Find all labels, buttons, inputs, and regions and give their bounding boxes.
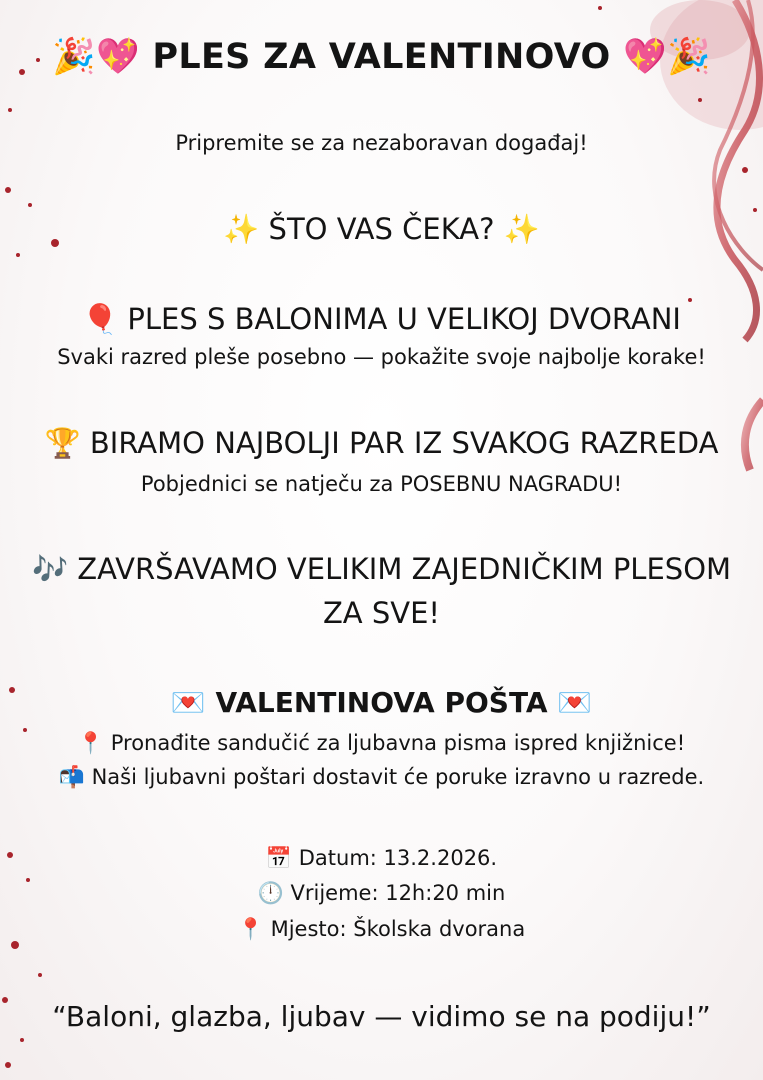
detail-place bbox=[0, 917, 763, 942]
title-text: PLES ZA VALENTINOVO bbox=[152, 37, 611, 77]
subtitle: Pripremite se za nezaboravan događaj! bbox=[175, 131, 588, 155]
detail-date-text: Datum: 13.2.2026. bbox=[298, 846, 498, 870]
activity-title bbox=[0, 302, 763, 337]
mail-heading-text: VALENTINOVA POŠTA bbox=[215, 686, 548, 719]
mail-line-text: Naši ljubavni poštari dostavit će poruke izravno u razrede. bbox=[91, 765, 705, 789]
love-letter-icon: 💌 bbox=[557, 686, 593, 719]
detail-time-text: Vrijeme: 12h:20 min bbox=[290, 881, 506, 905]
mail-line bbox=[0, 765, 763, 790]
detail-place-text: Mjesto: Školska dvorana bbox=[270, 917, 526, 941]
activity-description: Pobjednici se natječu za POSEBNU NAGRADU! bbox=[140, 472, 623, 496]
heart-party-icon: 💖🎉 bbox=[623, 37, 711, 77]
activity-title-text: PLES S BALONIMA U VELIKOJ DVORANI bbox=[127, 302, 681, 336]
balloon-icon: 🎈 bbox=[82, 302, 119, 336]
mailbox-icon: 📬 bbox=[58, 765, 85, 789]
activity-title-line2: ZA SVE! bbox=[322, 596, 441, 630]
music-notes-icon: 🎶 bbox=[31, 552, 69, 586]
mail-heading bbox=[0, 686, 763, 719]
calendar-icon: 📅 bbox=[265, 846, 293, 870]
activity-description: Svaki razred pleše posebno — pokažite svoje najbolje korake! bbox=[57, 345, 706, 369]
pin-icon: 📍 bbox=[77, 731, 105, 755]
sparkles-icon: ✨ bbox=[503, 212, 540, 246]
party-heart-icon: 🎉💖 bbox=[52, 37, 140, 77]
activity-title-text: BIRAMO NAJBOLJI PAR IZ SVAKOG RAZREDA bbox=[89, 426, 719, 460]
activity-title bbox=[0, 426, 763, 461]
closing-quote: “Baloni, glazba, ljubav — vidimo se na podiju!” bbox=[52, 1000, 711, 1033]
mail-line-text: Pronađite sandučić za ljubavna pisma ispred knjižnice! bbox=[110, 731, 686, 755]
detail-time bbox=[0, 881, 763, 906]
mail-line bbox=[0, 731, 763, 756]
page-title bbox=[0, 36, 763, 77]
sparkles-icon: ✨ bbox=[223, 212, 260, 246]
trophy-icon: 🏆 bbox=[44, 426, 81, 460]
clock-icon: 🕛 bbox=[257, 881, 284, 905]
pin-icon: 📍 bbox=[237, 917, 264, 941]
activity-title-text: ZAVRŠAVAMO VELIKIM ZAJEDNIČKIM PLESOM bbox=[77, 552, 732, 586]
activity-title bbox=[0, 552, 763, 587]
section-heading-text: ŠTO VAS ČEKA? bbox=[268, 212, 495, 246]
section-heading bbox=[0, 212, 763, 247]
love-letter-icon: 💌 bbox=[170, 686, 206, 719]
detail-date bbox=[0, 846, 763, 871]
